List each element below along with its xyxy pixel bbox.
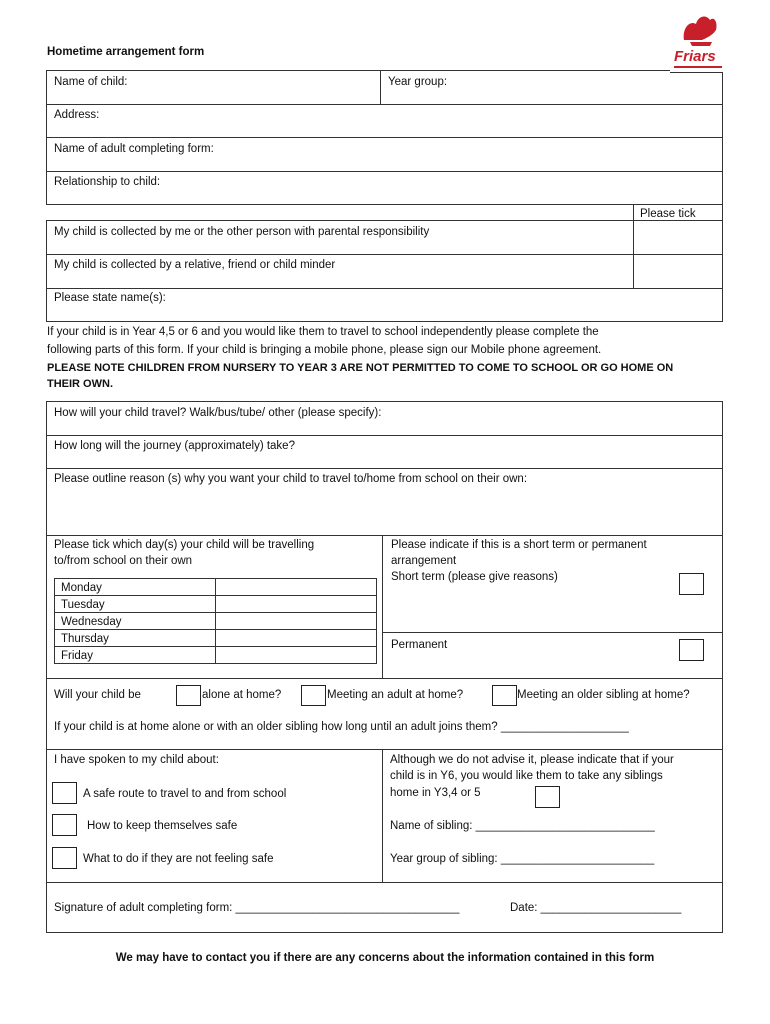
keep-safe-checkbox[interactable] bbox=[52, 814, 77, 836]
date-field[interactable]: Date: ______________________ bbox=[510, 902, 682, 914]
days-table bbox=[54, 578, 377, 664]
meeting-adult-checkbox[interactable] bbox=[301, 685, 326, 706]
warning-line-1: PLEASE NOTE CHILDREN FROM NURSERY TO YEAR 3 ARE NOT PERMITTED TO COME TO SCHOOL OR GO HOME ON bbox=[47, 362, 674, 374]
rule bbox=[670, 72, 723, 73]
day-monday: Monday bbox=[61, 582, 102, 594]
rule bbox=[46, 220, 47, 321]
permanent-label: Permanent bbox=[391, 639, 448, 651]
tick-wednesday[interactable] bbox=[217, 614, 374, 628]
rule bbox=[46, 535, 723, 536]
day-friday: Friday bbox=[61, 650, 93, 662]
footer-notice: We may have to contact you if there are any concerns about the information contained in this form bbox=[115, 952, 655, 964]
rule bbox=[55, 595, 376, 596]
meeting-sibling-label: Meeting an older sibling at home? bbox=[517, 689, 690, 701]
rule bbox=[46, 70, 47, 204]
permanent-checkbox[interactable] bbox=[679, 639, 704, 661]
logo-underline bbox=[674, 66, 722, 68]
form-title: Hometime arrangement form bbox=[47, 46, 205, 58]
day-thursday: Thursday bbox=[61, 633, 109, 645]
collected-relative-label: My child is collected by a relative, friend or child minder bbox=[54, 259, 336, 271]
rule bbox=[382, 535, 383, 678]
rule bbox=[722, 72, 723, 321]
rule bbox=[382, 749, 383, 882]
rule bbox=[46, 321, 723, 322]
alone-label: alone at home? bbox=[202, 689, 282, 701]
rule bbox=[382, 632, 722, 633]
sibling-name-field[interactable]: Name of sibling: ____________________________ bbox=[390, 820, 655, 832]
rule bbox=[46, 220, 723, 221]
logo-text: Friars bbox=[674, 48, 716, 65]
safe-route-checkbox[interactable] bbox=[52, 782, 77, 804]
siblings-line-1: Although we do not advise it, please indicate that if your bbox=[390, 754, 674, 766]
meeting-sibling-checkbox[interactable] bbox=[492, 685, 517, 706]
short-term-label: Short term (please give reasons) bbox=[391, 571, 558, 583]
rule bbox=[46, 204, 723, 205]
collected-parent-tick[interactable] bbox=[636, 223, 720, 252]
name-of-child-label: Name of child: bbox=[54, 76, 128, 88]
will-be-label: Will your child be bbox=[54, 689, 141, 701]
spoken-about-label: I have spoken to my child about: bbox=[54, 754, 219, 766]
tick-friday[interactable] bbox=[217, 648, 374, 662]
siblings-line-2: child is in Y6, you would like them to take any siblings bbox=[390, 770, 663, 782]
adult-name-label: Name of adult completing form: bbox=[54, 143, 214, 155]
until-adult-label: If your child is at home alone or with an older sibling how long until an adult joins them? ____________________ bbox=[54, 721, 629, 733]
siblings-line-3: home in Y3,4 or 5 bbox=[390, 787, 481, 799]
travel-label: How will your child travel? Walk/bus/tube/ other (please specify): bbox=[54, 407, 382, 419]
relationship-label: Relationship to child: bbox=[54, 176, 161, 188]
rule bbox=[46, 401, 47, 932]
journey-label: How long will the journey (approximately) take? bbox=[54, 440, 295, 452]
meeting-adult-label: Meeting an adult at home? bbox=[327, 689, 464, 701]
rule bbox=[46, 104, 723, 105]
rule bbox=[46, 70, 670, 71]
keep-safe-label: How to keep themselves safe bbox=[87, 820, 238, 832]
rule bbox=[46, 171, 723, 172]
rule bbox=[46, 678, 723, 679]
rule bbox=[722, 401, 723, 932]
state-names-label: Please state name(s): bbox=[54, 292, 166, 304]
not-safe-label: What to do if they are not feeling safe bbox=[83, 853, 274, 865]
days-label-2: to/from school on their own bbox=[54, 555, 193, 567]
collected-parent-label: My child is collected by me or the other person with parental responsibility bbox=[54, 226, 430, 238]
instructions-line-2: following parts of this form. If your child is bringing a mobile phone, please sign our Mobile phone agreement. bbox=[47, 344, 602, 356]
rule bbox=[46, 749, 723, 750]
rule bbox=[46, 288, 723, 289]
not-safe-checkbox[interactable] bbox=[52, 847, 77, 869]
signature-field[interactable]: Signature of adult completing form: ___________________________________ bbox=[54, 902, 460, 914]
sibling-year-field[interactable]: Year group of sibling: ________________________ bbox=[390, 853, 655, 865]
rule bbox=[46, 882, 723, 883]
tick-monday[interactable] bbox=[217, 580, 374, 594]
warning-line-2: THEIR OWN. bbox=[47, 378, 114, 390]
days-label-1: Please tick which day(s) your child will be travelling bbox=[54, 539, 315, 551]
day-tuesday: Tuesday bbox=[61, 599, 105, 611]
rule bbox=[46, 254, 723, 255]
safe-route-label: A safe route to travel to and from school bbox=[83, 788, 287, 800]
rule bbox=[380, 70, 381, 104]
reasons-label: Please outline reason (s) why you want your child to travel to/home from school on their own: bbox=[54, 473, 528, 485]
rule bbox=[46, 137, 723, 138]
tick-tuesday[interactable] bbox=[217, 597, 374, 611]
rule bbox=[215, 579, 216, 663]
rule bbox=[633, 204, 634, 288]
rule bbox=[46, 401, 723, 402]
siblings-checkbox[interactable] bbox=[535, 786, 560, 808]
instructions-line-1: If your child is in Year 4,5 or 6 and you would like them to travel to school independently please complete the bbox=[47, 326, 599, 338]
friars-logo bbox=[672, 10, 726, 70]
rule bbox=[46, 468, 723, 469]
rule bbox=[46, 932, 723, 933]
year-group-label: Year group: bbox=[388, 76, 448, 88]
collected-relative-tick[interactable] bbox=[636, 257, 720, 286]
term-label-1: Please indicate if this is a short term or permanent bbox=[391, 539, 647, 551]
alone-checkbox[interactable] bbox=[176, 685, 201, 706]
rule bbox=[46, 435, 723, 436]
tick-thursday[interactable] bbox=[217, 631, 374, 645]
address-label: Address: bbox=[54, 109, 100, 121]
short-term-checkbox[interactable] bbox=[679, 573, 704, 595]
term-label-2: arrangement bbox=[391, 555, 457, 567]
please-tick-header: Please tick bbox=[640, 208, 696, 220]
day-wednesday: Wednesday bbox=[61, 616, 122, 628]
